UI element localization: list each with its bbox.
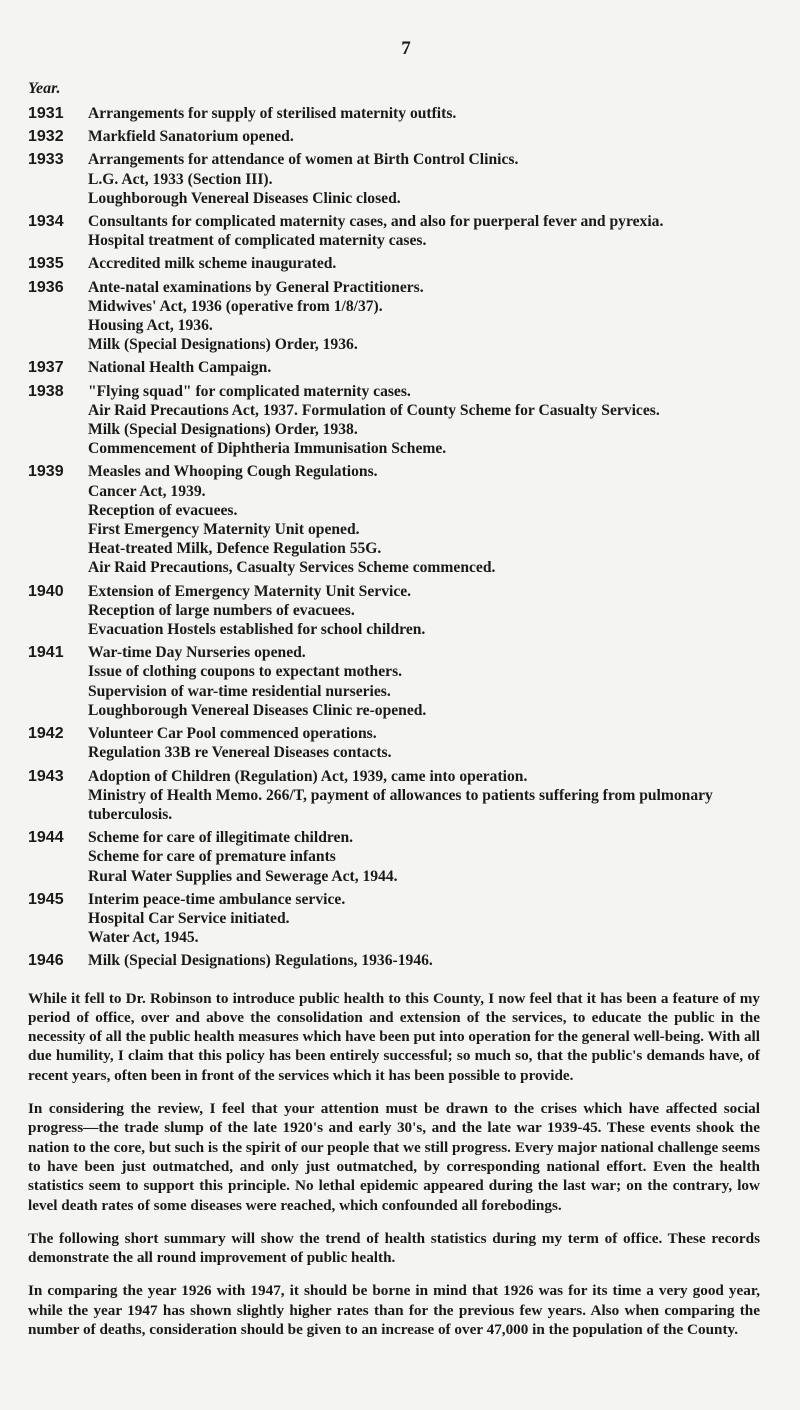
timeline-year: 1937: [28, 359, 64, 377]
timeline-event: Water Act, 1945.: [88, 929, 199, 947]
timeline-events: [88, 767, 760, 825]
timeline-event: Loughborough Venereal Diseases Clinic closed.: [88, 189, 401, 207]
body-paragraph: In considering the review, I feel that your attention must be drawn to the crises which have affected social progress—the trade slump of the late 1920's and early 30's, and the late war 1939-45. These events shook the nation to the core, but such is the spirit of our people that we still progress. Every major national challenge seems to have been just outmatched, and only just outmatched, by corresponding national effort. Even the health statistics seem to support this principle. No lethal epidemic appeared during the last war; on the contrary, low level death rates of some diseases were reached, which confounded all forebodings.: [28, 1100, 760, 1214]
timeline-event: Milk (Special Designations) Order, 1936.: [88, 336, 358, 354]
timeline-year: 1936: [28, 278, 64, 296]
timeline-event: Heat-treated Milk, Defence Regulation 55G.: [88, 540, 382, 558]
timeline-event: Scheme for care of illegitimate children.: [88, 829, 354, 847]
timeline-event: Hospital Car Service initiated.: [88, 909, 290, 927]
timeline-header: Year.: [28, 80, 61, 97]
timeline-event: Measles and Whooping Cough Regulations.: [88, 463, 378, 481]
body-text: [28, 989, 760, 1340]
timeline-event: Scheme for care of premature infants: [88, 848, 336, 866]
timeline-entry: [28, 278, 760, 355]
timeline-event: Cancer Act, 1939.: [88, 482, 206, 500]
body-paragraph: The following short summary will show the trend of health statistics during my term of office. These records demonstrate the all round improvement of public health.: [28, 1229, 760, 1267]
timeline-event: Supervision of war-time residential nurseries.: [88, 682, 391, 700]
timeline-event: Accredited milk scheme inaugurated.: [88, 255, 337, 273]
timeline-events: [88, 212, 760, 250]
timeline-event: Adoption of Children (Regulation) Act, 1939, came into operation.: [88, 767, 528, 785]
timeline-event: Loughborough Venereal Diseases Clinic re-opened.: [88, 701, 427, 719]
timeline-year: 1940: [28, 582, 64, 600]
timeline-event: Arrangements for supply of sterilised maternity outfits.: [88, 105, 457, 122]
timeline-year: 1939: [28, 463, 64, 481]
timeline-year: 1946: [28, 952, 64, 970]
timeline-event: Ante-natal examinations by General Practitioners.: [88, 278, 424, 296]
timeline-events: [88, 382, 760, 459]
timeline-event: Commencement of Diphtheria Immunisation Scheme.: [88, 440, 447, 458]
timeline-entry: [28, 212, 760, 250]
timeline-events: [88, 150, 760, 208]
timeline-entry: [28, 828, 760, 886]
timeline-events: [88, 828, 760, 886]
timeline-event: First Emergency Maternity Unit opened.: [88, 521, 360, 539]
timeline-entry: [28, 254, 760, 273]
timeline-year: 1938: [28, 382, 64, 400]
timeline-events: [88, 278, 760, 355]
timeline: [28, 104, 760, 971]
timeline-year: 1934: [28, 213, 64, 231]
timeline-event: Rural Water Supplies and Sewerage Act, 1944.: [88, 867, 398, 885]
timeline-events: [88, 127, 760, 146]
timeline-entry: [28, 104, 760, 123]
timeline-year: 1942: [28, 725, 64, 743]
timeline-event: Evacuation Hostels established for school children.: [88, 621, 426, 639]
timeline-entry: [28, 358, 760, 377]
timeline-events: [88, 724, 760, 762]
timeline-year: 1933: [28, 151, 64, 169]
timeline-year: 1931: [28, 105, 64, 122]
timeline-year: 1935: [28, 255, 64, 273]
timeline-event: Milk (Special Designations) Order, 1938.: [88, 421, 358, 439]
timeline-year: 1932: [28, 128, 64, 146]
timeline-entry: [28, 724, 760, 762]
timeline-entry: [28, 951, 760, 970]
timeline-event: Consultants for complicated maternity cases, and also for puerperal fever and pyrexia.: [88, 213, 664, 231]
timeline-events: [88, 582, 760, 640]
timeline-year: 1941: [28, 644, 64, 662]
timeline-event: Hospital treatment of complicated maternity cases.: [88, 232, 427, 250]
timeline-event: Volunteer Car Pool commenced operations.: [88, 725, 377, 743]
timeline-event: Milk (Special Designations) Regulations, 1936-1946.: [88, 952, 433, 970]
timeline-event: War-time Day Nurseries opened.: [88, 644, 306, 662]
timeline-entry: [28, 462, 760, 577]
timeline-events: [88, 104, 760, 123]
timeline-event: Midwives' Act, 1936 (operative from 1/8/37).: [88, 297, 383, 315]
body-paragraph: In comparing the year 1926 with 1947, it should be borne in mind that 1926 was for its time a very good year, while the year 1947 has shown slightly higher rates than for the previous few years. Also when comparing the number of deaths, consideration should be given to an increase of over 47,000 in the population of the County.: [28, 1282, 760, 1338]
body-paragraph: While it fell to Dr. Robinson to introduce public health to this County, I now feel that it has been a feature of my period of office, over and above the consolidation and extension of the services, to educate the public in the necessity of all the public health measures which have been put into operation for the general well-being. With all due humility, I claim that this policy has been entirely successful; so much so, that the public's demands have, of recent years, often been in front of the services which it has been possible to provide.: [28, 989, 760, 1084]
timeline-events: [88, 254, 760, 273]
timeline-year: 1944: [28, 829, 64, 847]
timeline-event: Reception of large numbers of evacuees.: [88, 601, 355, 619]
timeline-event: Air Raid Precautions Act, 1937. Formulation of County Scheme for Casualty Services.: [88, 401, 660, 419]
timeline-events: [88, 462, 760, 577]
timeline-event: Interim peace-time ambulance service.: [88, 890, 346, 908]
timeline-event: Markfield Sanatorium opened.: [88, 128, 294, 146]
timeline-entry: [28, 643, 760, 720]
timeline-events: [88, 890, 760, 948]
timeline-event: Issue of clothing coupons to expectant mothers.: [88, 663, 403, 681]
timeline-event: National Health Campaign.: [88, 359, 272, 377]
timeline-event: Ministry of Health Memo. 266/T, payment of allowances to patients suffering from pulmonary tuberculosis.: [88, 786, 713, 823]
timeline-event: Housing Act, 1936.: [88, 317, 213, 335]
timeline-events: [88, 951, 760, 970]
timeline-event: Arrangements for attendance of women at Birth Control Clinics.: [88, 151, 519, 169]
timeline-entry: [28, 890, 760, 948]
timeline-entry: [28, 582, 760, 640]
timeline-event: Regulation 33B re Venereal Diseases contacts.: [88, 744, 392, 762]
timeline-events: [88, 643, 760, 720]
timeline-year: 1943: [28, 767, 64, 785]
timeline-event: L.G. Act, 1933 (Section III).: [88, 170, 273, 188]
timeline-event: Air Raid Precautions, Casualty Services Scheme commenced.: [88, 559, 496, 577]
timeline-entry: [28, 767, 760, 825]
timeline-entry: [28, 127, 760, 146]
timeline-year: 1945: [28, 890, 64, 908]
timeline-entry: [28, 382, 760, 459]
timeline-entry: [28, 150, 760, 208]
timeline-event: "Flying squad" for complicated maternity cases.: [88, 382, 411, 400]
timeline-events: [88, 358, 760, 377]
timeline-event: Extension of Emergency Maternity Unit Service.: [88, 582, 412, 600]
page-number: 7: [401, 38, 411, 59]
timeline-event: Reception of evacuees.: [88, 501, 238, 519]
